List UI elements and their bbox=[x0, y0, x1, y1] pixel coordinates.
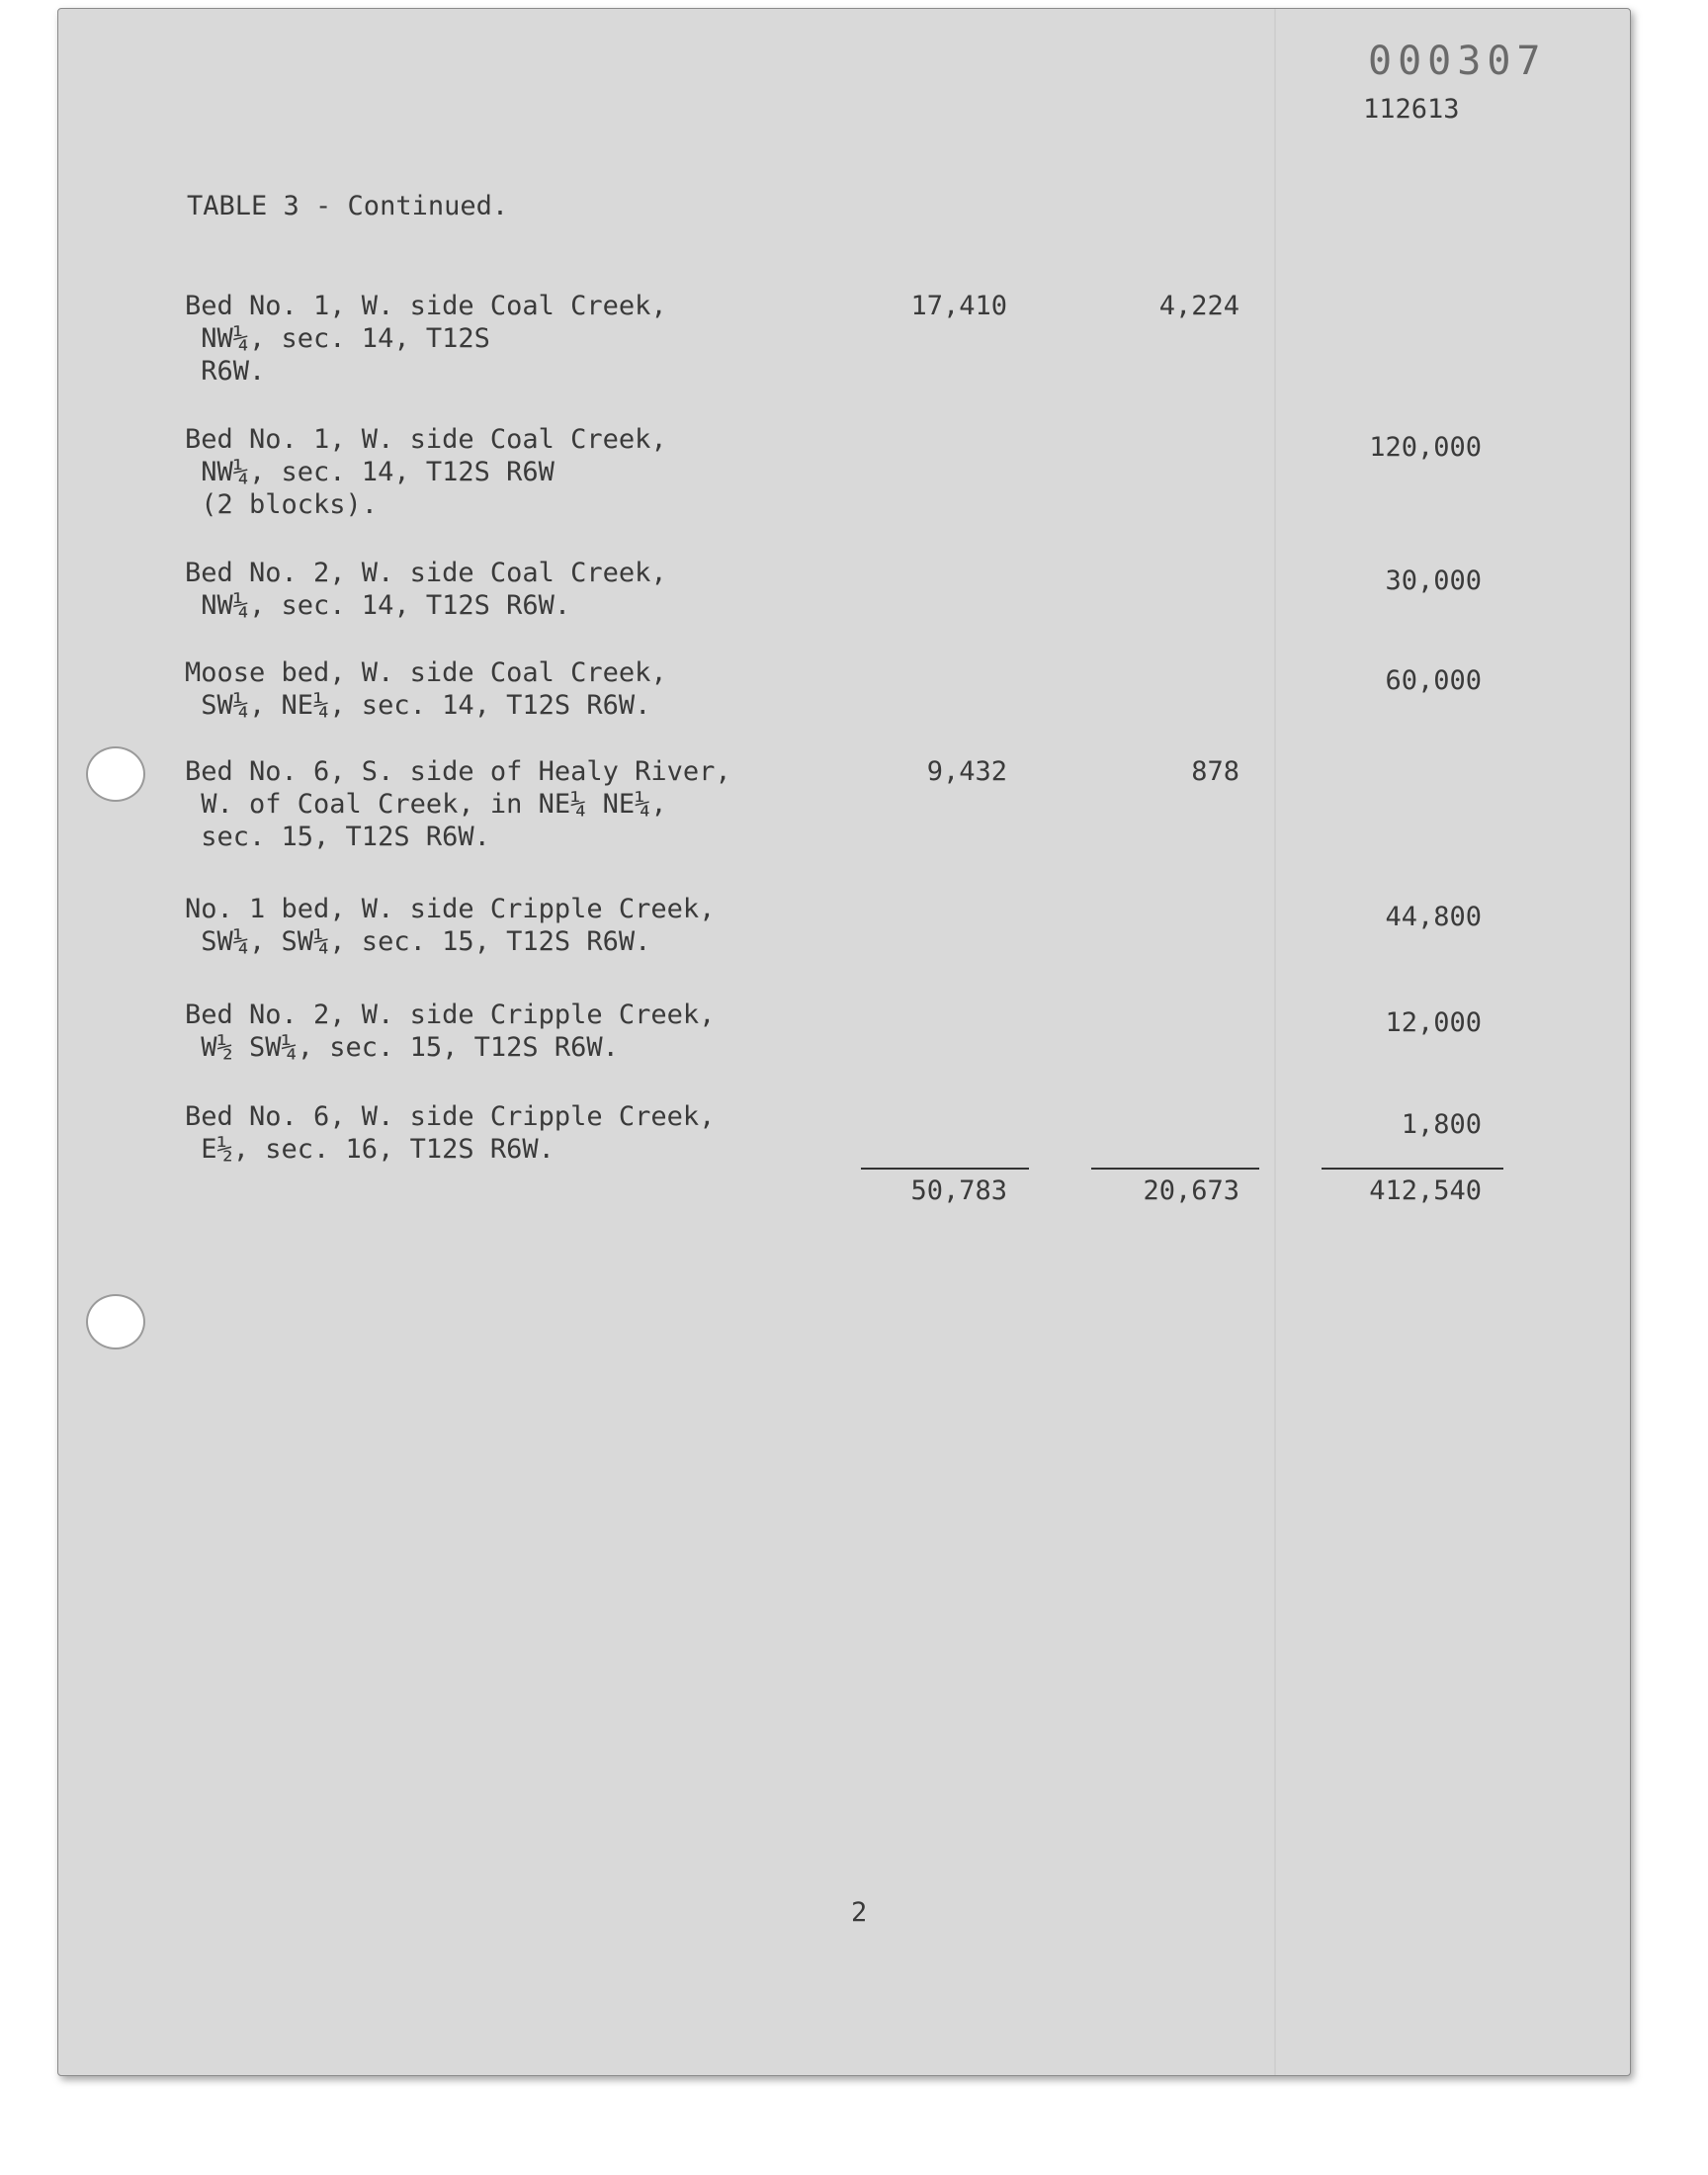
stamp-number: 000307 bbox=[1368, 39, 1547, 84]
row-value-col3: 1,800 bbox=[1401, 1109, 1482, 1140]
table-title: TABLE 3 - Continued. bbox=[187, 191, 509, 221]
row-description-line: SW¼, NE¼, sec. 14, T12S R6W. bbox=[185, 690, 651, 721]
total-col3: 412,540 bbox=[1369, 1175, 1482, 1206]
row-value-col1: 9,432 bbox=[926, 756, 1007, 787]
row-description-line: Bed No. 1, W. side Coal Creek, bbox=[185, 291, 667, 321]
row-value-col2: 878 bbox=[1191, 756, 1239, 787]
punch-hole bbox=[86, 746, 145, 802]
row-description-line: E½, sec. 16, T12S R6W. bbox=[185, 1134, 555, 1165]
row-description-line: NW¼, sec. 14, T12S R6W. bbox=[185, 590, 571, 621]
row-value-col1: 17,410 bbox=[910, 291, 1007, 321]
row-value-col3: 30,000 bbox=[1385, 566, 1482, 596]
row-value-col3: 12,000 bbox=[1385, 1007, 1482, 1038]
row-description-line: sec. 15, T12S R6W. bbox=[185, 822, 490, 852]
total-rule bbox=[1091, 1168, 1259, 1170]
document-page bbox=[57, 8, 1631, 2076]
row-description-line: Bed No. 6, W. side Cripple Creek, bbox=[185, 1101, 716, 1132]
document-number: 112613 bbox=[1363, 94, 1460, 125]
row-description-line: W. of Coal Creek, in NE¼ NE¼, bbox=[185, 789, 667, 820]
punch-hole bbox=[86, 1294, 145, 1349]
total-col2: 20,673 bbox=[1143, 1175, 1239, 1206]
total-col1: 50,783 bbox=[910, 1175, 1007, 1206]
row-description-line: Bed No. 1, W. side Coal Creek, bbox=[185, 424, 667, 455]
row-description-line: Moose bed, W. side Coal Creek, bbox=[185, 657, 667, 688]
row-value-col2: 4,224 bbox=[1158, 291, 1239, 321]
row-description-line: SW¼, SW¼, sec. 15, T12S R6W. bbox=[185, 926, 651, 957]
row-description-line: NW¼, sec. 14, T12S bbox=[185, 323, 490, 354]
row-value-col3: 44,800 bbox=[1385, 902, 1482, 932]
row-description-line: No. 1 bed, W. side Cripple Creek, bbox=[185, 894, 716, 924]
total-rule bbox=[1322, 1168, 1503, 1170]
row-description-line: R6W. bbox=[185, 356, 266, 387]
page-number: 2 bbox=[851, 1897, 868, 1928]
row-description-line: Bed No. 2, W. side Coal Creek, bbox=[185, 558, 667, 588]
row-value-col3: 120,000 bbox=[1369, 432, 1482, 463]
row-description-line: (2 blocks). bbox=[185, 489, 379, 520]
row-value-col3: 60,000 bbox=[1385, 665, 1482, 696]
row-description-line: Bed No. 6, S. side of Healy River, bbox=[185, 756, 731, 787]
row-description-line: Bed No. 2, W. side Cripple Creek, bbox=[185, 1000, 716, 1030]
total-rule bbox=[861, 1168, 1029, 1170]
row-description-line: NW¼, sec. 14, T12S R6W bbox=[185, 457, 555, 487]
row-description-line: W½ SW¼, sec. 15, T12S R6W. bbox=[185, 1032, 619, 1063]
